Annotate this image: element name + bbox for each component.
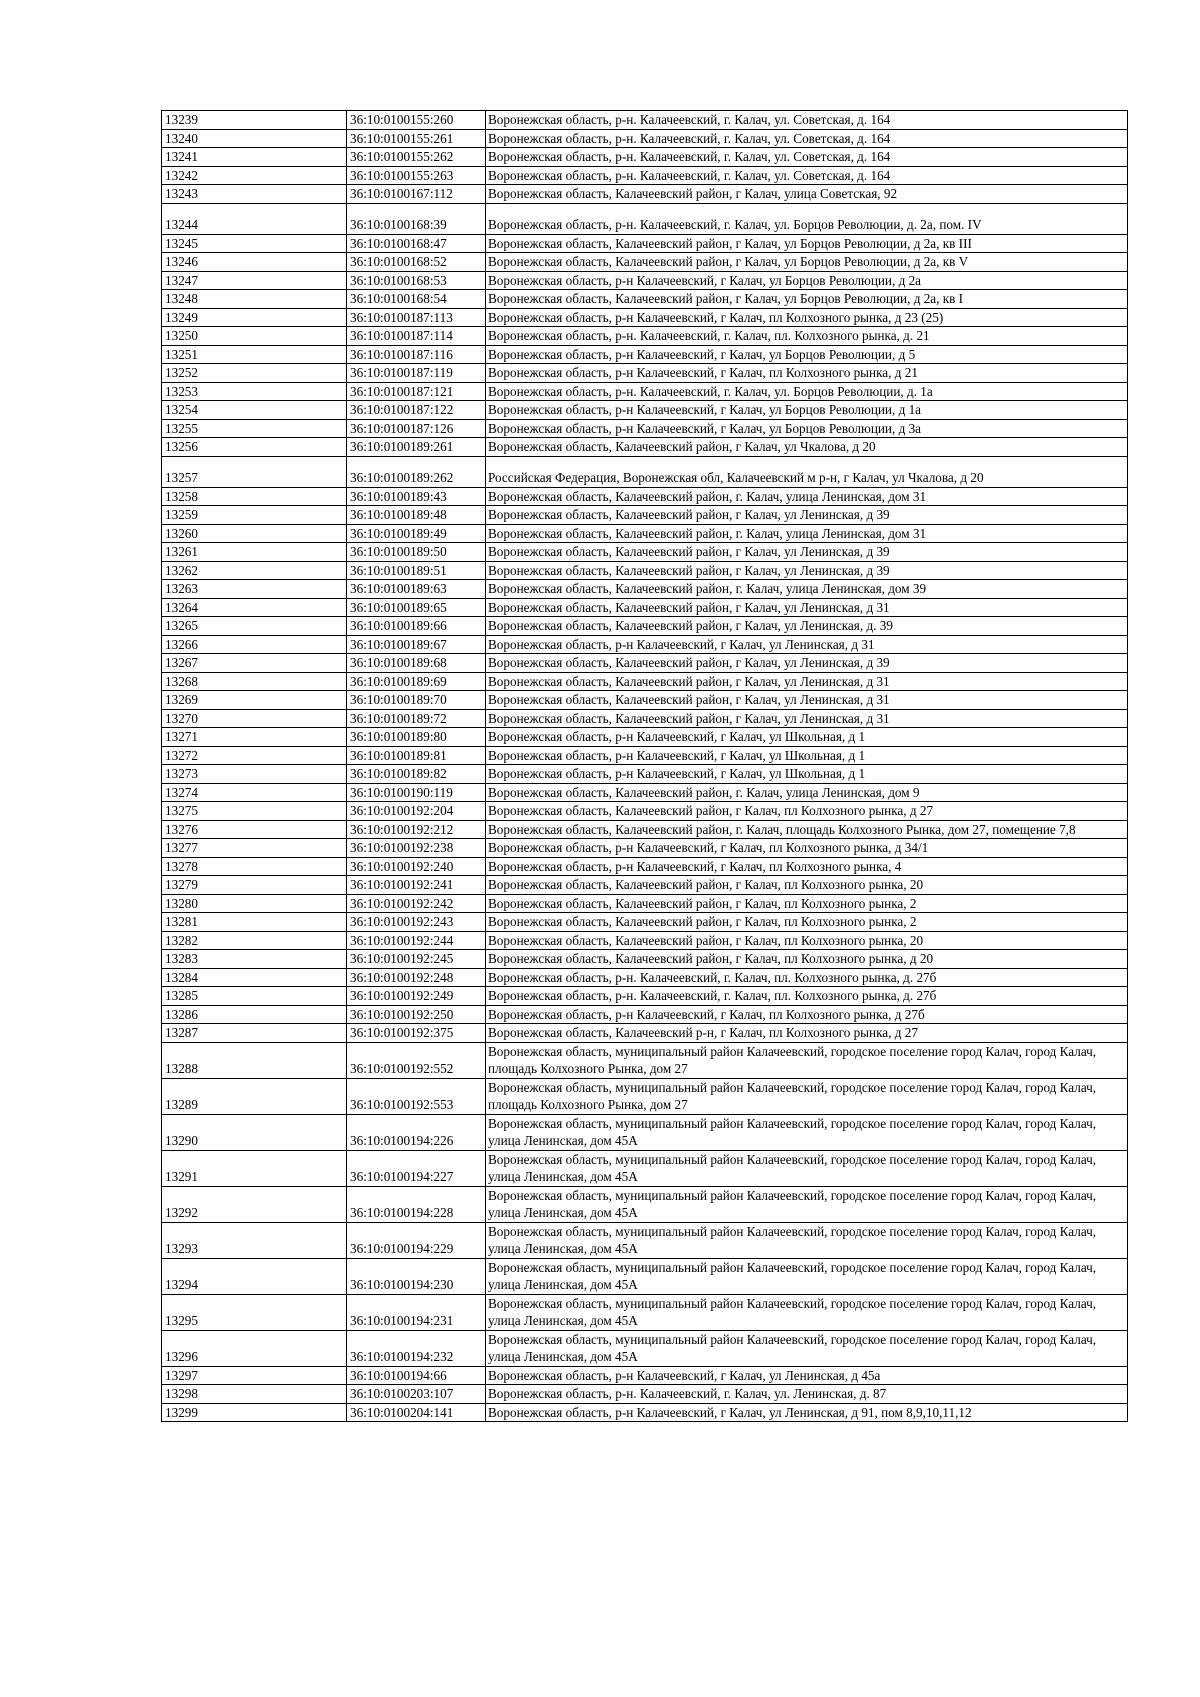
address-cell: Воронежская область, Калачеевский район, г Калач, ул Ленинская, д. 39 [486, 617, 1128, 636]
address-cell: Воронежская область, муниципальный район Калачеевский, городское поселение город Калач, город Калач, площадь Колхозного Рынка, дом 27 [486, 1042, 1128, 1078]
table-row [162, 783, 1128, 802]
row-number-cell: 13287 [162, 1024, 347, 1043]
table-row [162, 691, 1128, 710]
cadastral-number-cell: 36:10:0100192:245 [347, 950, 486, 969]
row-number-cell: 13272 [162, 746, 347, 765]
address-cell: Российская Федерация, Воронежская обл, Калачеевский м р-н, г Калач, ул Чкалова, д 20 [486, 456, 1128, 487]
table-row [162, 506, 1128, 525]
row-number-cell: 13255 [162, 419, 347, 438]
table-row [162, 166, 1128, 185]
cadastral-number-cell: 36:10:0100168:47 [347, 234, 486, 253]
row-number-cell: 13284 [162, 968, 347, 987]
row-number-cell: 13296 [162, 1330, 347, 1366]
cadastral-number-cell: 36:10:0100192:241 [347, 876, 486, 895]
table-row [162, 345, 1128, 364]
row-number-cell: 13297 [162, 1366, 347, 1385]
table-row [162, 290, 1128, 309]
row-number-cell: 13246 [162, 253, 347, 272]
row-number-cell: 13283 [162, 950, 347, 969]
table-row [162, 672, 1128, 691]
cadastral-number-cell: 36:10:0100168:39 [347, 203, 486, 234]
cadastral-number-cell: 36:10:0100189:70 [347, 691, 486, 710]
cadastral-number-cell: 36:10:0100168:54 [347, 290, 486, 309]
table-row [162, 1078, 1128, 1114]
address-cell: Воронежская область, р-н. Калачеевский, г. Калач, ул. Борцов Революции, д. 2а, пом. IV [486, 203, 1128, 234]
cadastral-number-cell: 36:10:0100155:260 [347, 111, 486, 130]
cadastral-number-cell: 36:10:0100187:126 [347, 419, 486, 438]
cadastral-number-cell: 36:10:0100168:52 [347, 253, 486, 272]
cadastral-number-cell: 36:10:0100189:67 [347, 635, 486, 654]
row-number-cell: 13286 [162, 1005, 347, 1024]
cadastral-number-cell: 36:10:0100194:66 [347, 1366, 486, 1385]
row-number-cell: 13266 [162, 635, 347, 654]
row-number-cell: 13262 [162, 561, 347, 580]
table-row [162, 950, 1128, 969]
row-number-cell: 13254 [162, 401, 347, 420]
row-number-cell: 13290 [162, 1114, 347, 1150]
table-row [162, 419, 1128, 438]
row-number-cell: 13279 [162, 876, 347, 895]
address-cell: Воронежская область, р-н. Калачеевский, г. Калач, ул. Советская, д. 164 [486, 111, 1128, 130]
cadastral-number-cell: 36:10:0100190:119 [347, 783, 486, 802]
cadastral-number-cell: 36:10:0100192:204 [347, 802, 486, 821]
table-row [162, 913, 1128, 932]
row-number-cell: 13281 [162, 913, 347, 932]
table-row [162, 1330, 1128, 1366]
cadastral-number-cell: 36:10:0100192:244 [347, 931, 486, 950]
table-row [162, 327, 1128, 346]
address-cell: Воронежская область, р-н Калачеевский, г Калач, ул Борцов Революции, д 5 [486, 345, 1128, 364]
cadastral-number-cell: 36:10:0100187:113 [347, 308, 486, 327]
address-cell: Воронежская область, Калачеевский район, г Калач, ул Борцов Революции, д 2а, кв I [486, 290, 1128, 309]
table-row [162, 1258, 1128, 1294]
row-number-cell: 13247 [162, 271, 347, 290]
table-row [162, 709, 1128, 728]
row-number-cell: 13278 [162, 857, 347, 876]
cadastral-number-cell: 36:10:0100187:121 [347, 382, 486, 401]
row-number-cell: 13274 [162, 783, 347, 802]
address-cell: Воронежская область, р-н. Калачеевский, г. Калач, пл. Колхозного рынка, д. 27б [486, 987, 1128, 1006]
table-row [162, 598, 1128, 617]
address-cell: Воронежская область, муниципальный район Калачеевский, городское поселение город Калач, город Калач, улица Ленинская, дом 45А [486, 1258, 1128, 1294]
address-cell: Воронежская область, Калачеевский район, г Калач, ул Борцов Революции, д 2а, кв III [486, 234, 1128, 253]
cadastral-number-cell: 36:10:0100189:65 [347, 598, 486, 617]
table-row [162, 765, 1128, 784]
cadastral-number-cell: 36:10:0100187:119 [347, 364, 486, 383]
address-cell: Воронежская область, Калачеевский район, г Калач, ул Ленинская, д 39 [486, 506, 1128, 525]
address-cell: Воронежская область, муниципальный район Калачеевский, городское поселение город Калач, город Калач, улица Ленинская, дом 45А [486, 1114, 1128, 1150]
address-cell: Воронежская область, Калачеевский район, г. Калач, улица Ленинская, дом 31 [486, 487, 1128, 506]
table-row [162, 839, 1128, 858]
cadastral-number-cell: 36:10:0100192:375 [347, 1024, 486, 1043]
table-row [162, 561, 1128, 580]
address-cell: Воронежская область, р-н. Калачеевский, г. Калач, пл. Колхозного рынка, д. 27б [486, 968, 1128, 987]
cadastral-number-cell: 36:10:0100192:249 [347, 987, 486, 1006]
cadastral-number-cell: 36:10:0100189:48 [347, 506, 486, 525]
address-cell: Воронежская область, Калачеевский район, г Калач, ул Ленинская, д 39 [486, 561, 1128, 580]
row-number-cell: 13251 [162, 345, 347, 364]
address-cell: Воронежская область, Калачеевский район, г. Калач, улица Ленинская, дом 9 [486, 783, 1128, 802]
address-cell: Воронежская область, р-н Калачеевский, г Калач, пл Колхозного рынка, д 23 (25) [486, 308, 1128, 327]
table-row [162, 185, 1128, 204]
address-cell: Воронежская область, р-н. Калачеевский, г. Калач, ул. Ленинская, д. 87 [486, 1385, 1128, 1404]
table-row [162, 1294, 1128, 1330]
address-cell: Воронежская область, Калачеевский район, г Калач, ул Ленинская, д 31 [486, 709, 1128, 728]
table-row [162, 580, 1128, 599]
row-number-cell: 13240 [162, 129, 347, 148]
row-number-cell: 13294 [162, 1258, 347, 1294]
table-row [162, 1385, 1128, 1404]
cadastral-number-cell: 36:10:0100168:53 [347, 271, 486, 290]
row-number-cell: 13280 [162, 894, 347, 913]
row-number-cell: 13248 [162, 290, 347, 309]
address-cell: Воронежская область, Калачеевский район, г Калач, пл Колхозного рынка, 2 [486, 894, 1128, 913]
cadastral-number-cell: 36:10:0100155:262 [347, 148, 486, 167]
address-cell: Воронежская область, р-н Калачеевский, г Калач, ул Борцов Революции, д 3а [486, 419, 1128, 438]
address-cell: Воронежская область, муниципальный район Калачеевский, городское поселение город Калач, город Калач, площадь Колхозного Рынка, дом 27 [486, 1078, 1128, 1114]
address-cell: Воронежская область, Калачеевский район, г Калач, ул Ленинская, д 31 [486, 598, 1128, 617]
cadastral-number-cell: 36:10:0100194:226 [347, 1114, 486, 1150]
row-number-cell: 13245 [162, 234, 347, 253]
table-row [162, 1024, 1128, 1043]
address-cell: Воронежская область, р-н Калачеевский, г Калач, ул Ленинская, д 91, пом 8,9,10,11,12 [486, 1403, 1128, 1422]
registry-table [161, 110, 1128, 1422]
table-row [162, 1403, 1128, 1422]
table-row [162, 1042, 1128, 1078]
address-cell: Воронежская область, р-н Калачеевский, г Калач, ул Борцов Революции, д 2а [486, 271, 1128, 290]
cadastral-number-cell: 36:10:0100192:242 [347, 894, 486, 913]
cadastral-number-cell: 36:10:0100189:50 [347, 543, 486, 562]
cadastral-number-cell: 36:10:0100155:263 [347, 166, 486, 185]
address-cell: Воронежская область, р-н. Калачеевский, г. Калач, ул. Борцов Революции, д. 1а [486, 382, 1128, 401]
address-cell: Воронежская область, Калачеевский район, г Калач, ул Чкалова, д 20 [486, 438, 1128, 457]
address-cell: Воронежская область, муниципальный район Калачеевский, городское поселение город Калач, город Калач, улица Ленинская, дом 45А [486, 1186, 1128, 1222]
row-number-cell: 13252 [162, 364, 347, 383]
cadastral-number-cell: 36:10:0100192:553 [347, 1078, 486, 1114]
row-number-cell: 13299 [162, 1403, 347, 1422]
cadastral-number-cell: 36:10:0100187:122 [347, 401, 486, 420]
row-number-cell: 13253 [162, 382, 347, 401]
address-cell: Воронежская область, р-н Калачеевский, г Калач, ул Школьная, д 1 [486, 746, 1128, 765]
cadastral-number-cell: 36:10:0100189:66 [347, 617, 486, 636]
cadastral-number-cell: 36:10:0100189:51 [347, 561, 486, 580]
cadastral-number-cell: 36:10:0100192:552 [347, 1042, 486, 1078]
row-number-cell: 13298 [162, 1385, 347, 1404]
row-number-cell: 13239 [162, 111, 347, 130]
table-row [162, 1114, 1128, 1150]
row-number-cell: 13277 [162, 839, 347, 858]
table-row [162, 987, 1128, 1006]
cadastral-number-cell: 36:10:0100187:114 [347, 327, 486, 346]
address-cell: Воронежская область, р-н. Калачеевский, г. Калач, ул. Советская, д. 164 [486, 166, 1128, 185]
address-cell: Воронежская область, р-н. Калачеевский, г. Калач, пл. Колхозного рынка, д. 21 [486, 327, 1128, 346]
address-cell: Воронежская область, Калачеевский район, г Калач, пл Колхозного рынка, 20 [486, 931, 1128, 950]
row-number-cell: 13244 [162, 203, 347, 234]
cadastral-number-cell: 36:10:0100192:238 [347, 839, 486, 858]
address-cell: Воронежская область, Калачеевский район, г Калач, ул Ленинская, д 39 [486, 654, 1128, 673]
row-number-cell: 13256 [162, 438, 347, 457]
table-row [162, 203, 1128, 234]
row-number-cell: 13267 [162, 654, 347, 673]
table-row [162, 382, 1128, 401]
address-cell: Воронежская область, Калачеевский район, г Калач, ул Борцов Революции, д 2а, кв V [486, 253, 1128, 272]
address-cell: Воронежская область, Калачеевский район, г Калач, пл Колхозного рынка, д 27 [486, 802, 1128, 821]
row-number-cell: 13282 [162, 931, 347, 950]
address-cell: Воронежская область, Калачеевский район, г Калач, пл Колхозного рынка, 20 [486, 876, 1128, 895]
table-row [162, 1366, 1128, 1385]
address-cell: Воронежская область, Калачеевский район, г Калач, ул Ленинская, д 39 [486, 543, 1128, 562]
cadastral-number-cell: 36:10:0100194:227 [347, 1150, 486, 1186]
row-number-cell: 13270 [162, 709, 347, 728]
cadastral-number-cell: 36:10:0100189:80 [347, 728, 486, 747]
table-row [162, 401, 1128, 420]
cadastral-number-cell: 36:10:0100189:262 [347, 456, 486, 487]
cadastral-number-cell: 36:10:0100192:250 [347, 1005, 486, 1024]
table-row [162, 148, 1128, 167]
cadastral-number-cell: 36:10:0100192:248 [347, 968, 486, 987]
cadastral-number-cell: 36:10:0100189:43 [347, 487, 486, 506]
cadastral-number-cell: 36:10:0100192:240 [347, 857, 486, 876]
cadastral-number-cell: 36:10:0100192:243 [347, 913, 486, 932]
row-number-cell: 13258 [162, 487, 347, 506]
row-number-cell: 13273 [162, 765, 347, 784]
address-cell: Воронежская область, Калачеевский район, г Калач, пл Колхозного рынка, 2 [486, 913, 1128, 932]
address-cell: Воронежская область, р-н Калачеевский, г Калач, ул Школьная, д 1 [486, 765, 1128, 784]
address-cell: Воронежская область, Калачеевский район, г Калач, улица Советская, 92 [486, 185, 1128, 204]
row-number-cell: 13260 [162, 524, 347, 543]
row-number-cell: 13292 [162, 1186, 347, 1222]
table-row [162, 253, 1128, 272]
table-row [162, 1150, 1128, 1186]
address-cell: Воронежская область, Калачеевский район, г Калач, ул Ленинская, д 31 [486, 691, 1128, 710]
address-cell: Воронежская область, р-н. Калачеевский, г. Калач, ул. Советская, д. 164 [486, 129, 1128, 148]
table-row [162, 1222, 1128, 1258]
cadastral-number-cell: 36:10:0100187:116 [347, 345, 486, 364]
cadastral-number-cell: 36:10:0100189:261 [347, 438, 486, 457]
table-row [162, 746, 1128, 765]
cadastral-number-cell: 36:10:0100189:72 [347, 709, 486, 728]
address-cell: Воронежская область, Калачеевский район, г. Калач, площадь Колхозного Рынка, дом 27, помещение 7,8 [486, 820, 1128, 839]
cadastral-number-cell: 36:10:0100189:69 [347, 672, 486, 691]
row-number-cell: 13243 [162, 185, 347, 204]
row-number-cell: 13291 [162, 1150, 347, 1186]
cadastral-number-cell: 36:10:0100204:141 [347, 1403, 486, 1422]
table-row [162, 802, 1128, 821]
cadastral-number-cell: 36:10:0100194:231 [347, 1294, 486, 1330]
row-number-cell: 13275 [162, 802, 347, 821]
cadastral-number-cell: 36:10:0100167:112 [347, 185, 486, 204]
table-row [162, 271, 1128, 290]
table-row [162, 543, 1128, 562]
address-cell: Воронежская область, муниципальный район Калачеевский, городское поселение город Калач, город Калач, улица Ленинская, дом 45А [486, 1150, 1128, 1186]
row-number-cell: 13259 [162, 506, 347, 525]
table-row [162, 857, 1128, 876]
table-row [162, 487, 1128, 506]
row-number-cell: 13263 [162, 580, 347, 599]
row-number-cell: 13293 [162, 1222, 347, 1258]
address-cell: Воронежская область, р-н Калачеевский, г Калач, ул Школьная, д 1 [486, 728, 1128, 747]
row-number-cell: 13288 [162, 1042, 347, 1078]
table-row [162, 654, 1128, 673]
address-cell: Воронежская область, р-н Калачеевский, г Калач, пл Колхозного рынка, д 27б [486, 1005, 1128, 1024]
table-row [162, 456, 1128, 487]
cadastral-number-cell: 36:10:0100189:68 [347, 654, 486, 673]
address-cell: Воронежская область, р-н Калачеевский, г Калач, пл Колхозного рынка, д 21 [486, 364, 1128, 383]
table-row [162, 931, 1128, 950]
address-cell: Воронежская область, муниципальный район Калачеевский, городское поселение город Калач, город Калач, улица Ленинская, дом 45А [486, 1222, 1128, 1258]
table-row [162, 968, 1128, 987]
table-row [162, 876, 1128, 895]
table-row [162, 894, 1128, 913]
table-row [162, 129, 1128, 148]
cadastral-number-cell: 36:10:0100155:261 [347, 129, 486, 148]
row-number-cell: 13264 [162, 598, 347, 617]
address-cell: Воронежская область, Калачеевский район, г. Калач, улица Ленинская, дом 39 [486, 580, 1128, 599]
row-number-cell: 13249 [162, 308, 347, 327]
table-row [162, 111, 1128, 130]
cadastral-number-cell: 36:10:0100194:232 [347, 1330, 486, 1366]
row-number-cell: 13257 [162, 456, 347, 487]
address-cell: Воронежская область, Калачеевский район, г Калач, пл Колхозного рынка, д 20 [486, 950, 1128, 969]
address-cell: Воронежская область, Калачеевский район, г Калач, ул Ленинская, д 31 [486, 672, 1128, 691]
table-row [162, 1186, 1128, 1222]
table-row [162, 364, 1128, 383]
address-cell: Воронежская область, Калачеевский р-н, г Калач, пл Колхозного рынка, д 27 [486, 1024, 1128, 1043]
row-number-cell: 13276 [162, 820, 347, 839]
row-number-cell: 13250 [162, 327, 347, 346]
row-number-cell: 13261 [162, 543, 347, 562]
address-cell: Воронежская область, р-н Калачеевский, г Калач, ул Ленинская, д 31 [486, 635, 1128, 654]
row-number-cell: 13271 [162, 728, 347, 747]
cadastral-number-cell: 36:10:0100189:82 [347, 765, 486, 784]
row-number-cell: 13295 [162, 1294, 347, 1330]
row-number-cell: 13265 [162, 617, 347, 636]
row-number-cell: 13269 [162, 691, 347, 710]
table-row [162, 728, 1128, 747]
address-cell: Воронежская область, р-н Калачеевский, г Калач, пл Колхозного рынка, д 34/1 [486, 839, 1128, 858]
table-row [162, 617, 1128, 636]
table-row [162, 234, 1128, 253]
table-row [162, 635, 1128, 654]
table-row [162, 524, 1128, 543]
cadastral-number-cell: 36:10:0100189:63 [347, 580, 486, 599]
row-number-cell: 13289 [162, 1078, 347, 1114]
row-number-cell: 13268 [162, 672, 347, 691]
table-row [162, 438, 1128, 457]
cadastral-number-cell: 36:10:0100203:107 [347, 1385, 486, 1404]
address-cell: Воронежская область, р-н. Калачеевский, г. Калач, ул. Советская, д. 164 [486, 148, 1128, 167]
address-cell: Воронежская область, р-н Калачеевский, г Калач, пл Колхозного рынка, 4 [486, 857, 1128, 876]
registry-table-body [162, 111, 1128, 1422]
address-cell: Воронежская область, р-н Калачеевский, г Калач, ул Борцов Революции, д 1а [486, 401, 1128, 420]
address-cell: Воронежская область, р-н Калачеевский, г Калач, ул Ленинская, д 45а [486, 1366, 1128, 1385]
cadastral-number-cell: 36:10:0100189:81 [347, 746, 486, 765]
table-row [162, 1005, 1128, 1024]
row-number-cell: 13285 [162, 987, 347, 1006]
row-number-cell: 13242 [162, 166, 347, 185]
address-cell: Воронежская область, муниципальный район Калачеевский, городское поселение город Калач, город Калач, улица Ленинская, дом 45А [486, 1294, 1128, 1330]
cadastral-number-cell: 36:10:0100189:49 [347, 524, 486, 543]
cadastral-number-cell: 36:10:0100194:228 [347, 1186, 486, 1222]
row-number-cell: 13241 [162, 148, 347, 167]
address-cell: Воронежская область, Калачеевский район, г. Калач, улица Ленинская, дом 31 [486, 524, 1128, 543]
cadastral-number-cell: 36:10:0100194:230 [347, 1258, 486, 1294]
cadastral-number-cell: 36:10:0100192:212 [347, 820, 486, 839]
table-row [162, 820, 1128, 839]
table-row [162, 308, 1128, 327]
address-cell: Воронежская область, муниципальный район Калачеевский, городское поселение город Калач, город Калач, улица Ленинская, дом 45А [486, 1330, 1128, 1366]
cadastral-number-cell: 36:10:0100194:229 [347, 1222, 486, 1258]
